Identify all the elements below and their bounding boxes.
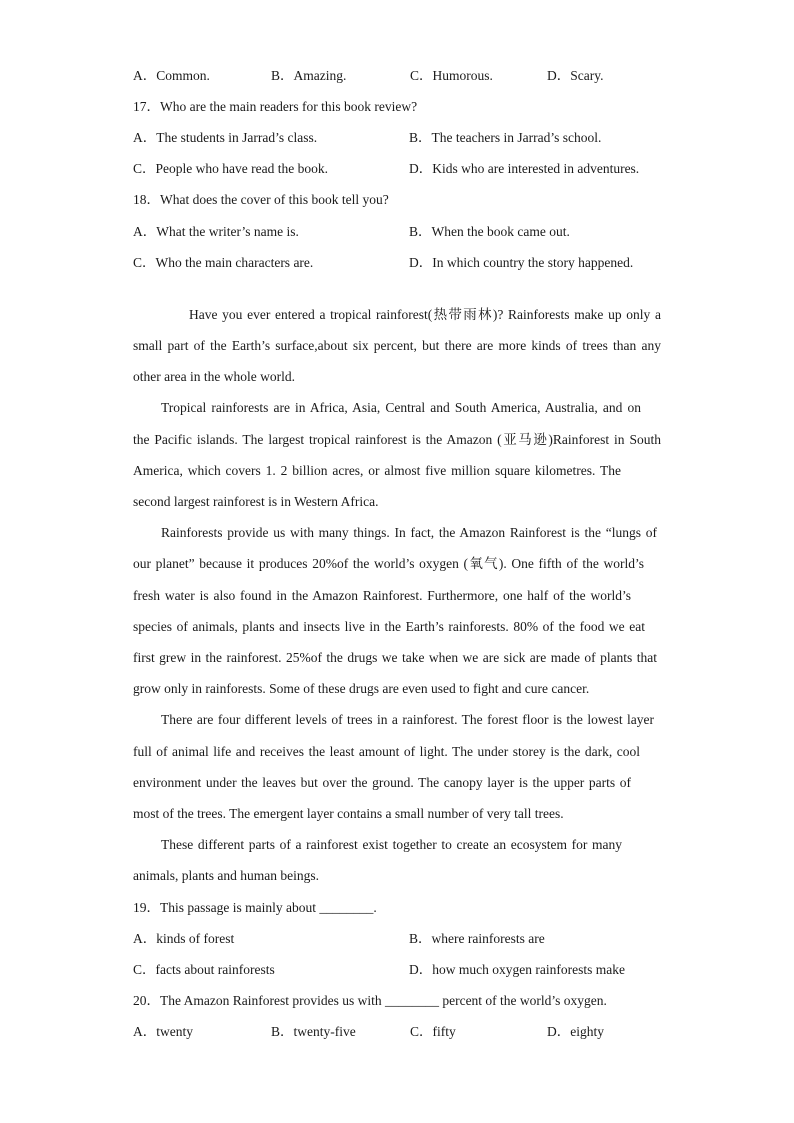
passage-line: fresh water is also found in the Amazon Rainforest. Furthermore, one half of the world’s	[133, 588, 631, 603]
passage-line: second largest rainforest is in Western Africa.	[133, 494, 379, 509]
q20-option-d: D．eighty	[547, 1024, 604, 1039]
passage-line: other area in the whole world.	[133, 369, 295, 384]
passage-line: first grew in the rainforest. 25%of the drugs we take when we are sick are made of plants that	[133, 650, 657, 665]
passage-line: Tropical rainforests are in Africa, Asia, Central and South America, Australia, and on	[161, 400, 641, 415]
passage-line: environment under the leaves but over the ground. The canopy layer is the upper parts of	[133, 775, 631, 790]
passage-line: small part of the Earth’s surface,about six percent, but there are more kinds of trees than any	[133, 338, 661, 353]
q16-option-c: C．Humorous.	[410, 68, 493, 83]
q17-question: 17．Who are the main readers for this book review?	[133, 99, 418, 114]
q17-option-a: A．The students in Jarrad’s class.	[133, 130, 318, 145]
passage-line: animals, plants and human beings.	[133, 868, 319, 883]
passage-line: America, which covers 1. 2 billion acres, or almost five million square kilometres. The	[133, 463, 621, 478]
q18-option-c: C．Who the main characters are.	[133, 255, 314, 270]
q17-option-d: D．Kids who are interested in adventures.	[409, 161, 640, 176]
q19-options-row-1	[133, 929, 661, 949]
q18-option-a: A．What the writer’s name is.	[133, 224, 299, 239]
q20-option-c: C．fifty	[410, 1024, 456, 1039]
q20-question: 20．The Amazon Rainforest provides us with ________ percent of the world’s oxygen.	[133, 993, 607, 1008]
passage-line: species of animals, plants and insects live in the Earth’s rainforests. 80% of the food we eat	[133, 619, 645, 634]
q20-option-b: B．twenty-five	[271, 1024, 356, 1039]
passage-line: our planet” because it produces 20%of the world’s oxygen (氧气). One fifth of the world’s	[133, 556, 644, 571]
q16-option-a: A．Common.	[133, 68, 210, 83]
passage-line: grow only in rainforests. Some of these drugs are even used to fight and cure cancer.	[133, 681, 590, 696]
q17-options-row-1	[133, 128, 661, 148]
q18-question: 18．What does the cover of this book tell you?	[133, 192, 389, 207]
passage-line: Rainforests provide us with many things. In fact, the Amazon Rainforest is the “lungs of	[161, 525, 657, 540]
passage-line: Have you ever entered a tropical rainforest(热带雨林)? Rainforests make up only a	[189, 307, 661, 322]
passage-line: There are four different levels of trees in a rainforest. The forest floor is the lowest layer	[161, 712, 654, 727]
q18-options-row-1	[133, 222, 661, 242]
q16-option-b: B．Amazing.	[271, 68, 347, 83]
q17-options-row-2	[133, 159, 661, 179]
q20-options	[133, 1022, 661, 1042]
passage-line: These different parts of a rainforest exist together to create an ecosystem for many	[161, 837, 622, 852]
q18-option-b: B．When the book came out.	[409, 224, 570, 239]
q16-options	[133, 66, 661, 86]
passage-line: most of the trees. The emergent layer contains a small number of very tall trees.	[133, 806, 564, 821]
q17-option-c: C．People who have read the book.	[133, 161, 328, 176]
q16-option-d: D．Scary.	[547, 68, 604, 83]
q17-option-b: B．The teachers in Jarrad’s school.	[409, 130, 602, 145]
q19-option-b: B．where rainforests are	[409, 931, 545, 946]
q18-options-row-2	[133, 253, 661, 273]
q20-option-a: A．twenty	[133, 1024, 193, 1039]
q19-option-c: C．facts about rainforests	[133, 962, 275, 977]
passage-line: the Pacific islands. The largest tropical rainforest is the Amazon (亚马逊)Rainforest in South	[133, 432, 661, 447]
q19-question: 19．This passage is mainly about ________.	[133, 900, 377, 915]
q19-option-d: D．how much oxygen rainforests make	[409, 962, 625, 977]
q18-option-d: D．In which country the story happened.	[409, 255, 634, 270]
q19-options-row-2	[133, 960, 661, 980]
q19-option-a: A．kinds of forest	[133, 931, 235, 946]
passage-line: full of animal life and receives the least amount of light. The under storey is the dark, cool	[133, 744, 640, 759]
